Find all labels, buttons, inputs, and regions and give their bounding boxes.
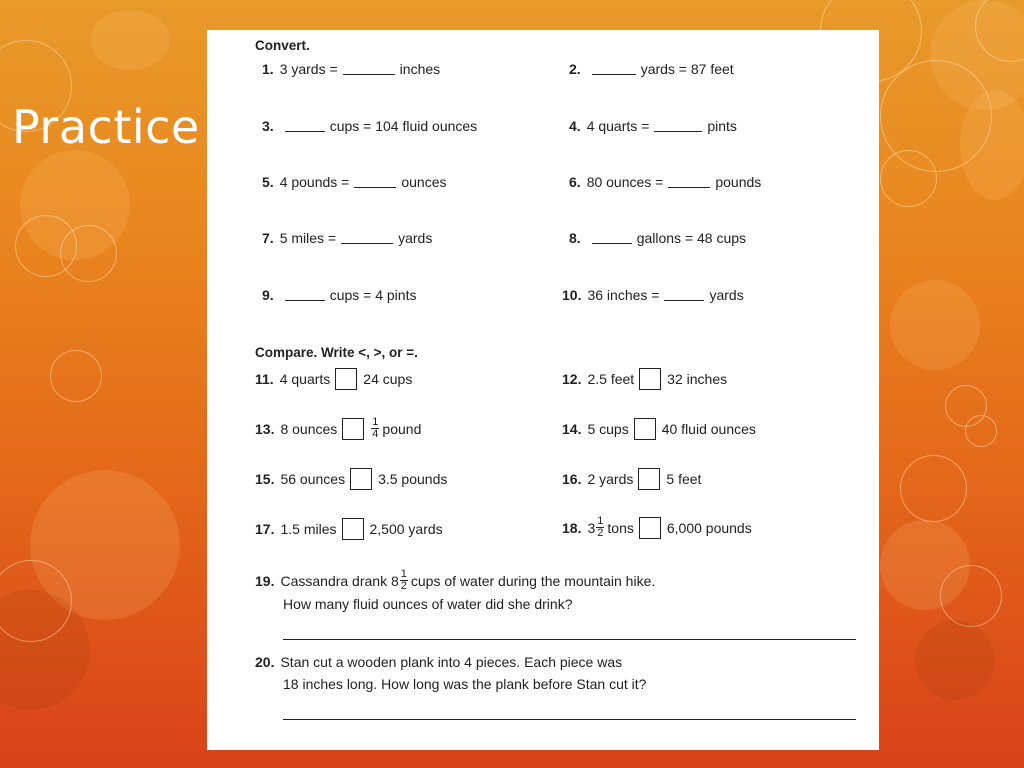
bokeh-circle (60, 225, 117, 282)
compare-problem-17 (255, 518, 443, 540)
fraction-numerator: 1 (372, 416, 379, 428)
problem-number: 19. (255, 572, 275, 589)
answer-box[interactable] (639, 368, 661, 390)
convert-problem-2 (569, 61, 734, 77)
bokeh-circle (880, 150, 937, 207)
answer-box[interactable] (350, 468, 372, 490)
problem-number: 7. (262, 230, 274, 246)
answer-blank[interactable] (668, 187, 710, 188)
problem-text: 2,500 yards (369, 521, 443, 537)
problem-text: Cassandra drank 8 (280, 572, 399, 589)
problem-text: 2.5 feet (587, 371, 635, 387)
problem-number: 2. (569, 61, 581, 77)
convert-problem-1 (262, 61, 440, 77)
slide-title: Practice (12, 100, 200, 154)
compare-heading: Compare. Write <, >, or =. (255, 345, 418, 360)
problem-text: 3.5 pounds (378, 471, 448, 487)
problem-text: 2 yards (587, 471, 634, 487)
problem-number: 15. (255, 471, 275, 487)
convert-problem-5 (262, 174, 447, 190)
problem-number: 12. (562, 371, 582, 387)
convert-heading: Convert. (255, 38, 310, 53)
bokeh-circle (945, 385, 987, 427)
fraction (371, 417, 379, 440)
problem-number: 1. (262, 61, 274, 77)
problem-text: 36 inches = (587, 287, 660, 303)
compare-problem-15 (255, 468, 447, 490)
convert-problem-10 (562, 287, 744, 303)
compare-problem-13 (255, 417, 421, 440)
answer-line-20[interactable] (283, 719, 856, 720)
bokeh-circle (90, 10, 170, 70)
bokeh-circle (0, 560, 72, 642)
problem-number: 13. (255, 420, 275, 437)
convert-problem-8 (569, 230, 746, 246)
problem-text: 4 quarts = (586, 118, 650, 134)
problem-text: ounces (401, 174, 447, 190)
answer-box[interactable] (342, 518, 364, 540)
convert-problem-4 (569, 118, 737, 134)
word-problem-20-line2: 18 inches long. How long was the plank before Stan cut it? (283, 676, 647, 692)
word-problem-20 (255, 654, 622, 670)
problem-text: 5 miles = (279, 230, 337, 246)
bokeh-circle (0, 590, 90, 710)
compare-problem-16 (562, 468, 701, 490)
bokeh-circle (960, 90, 1024, 200)
answer-blank[interactable] (654, 131, 702, 132)
problem-text: 6,000 pounds (666, 519, 752, 536)
bokeh-circle (900, 455, 967, 522)
compare-problem-12 (562, 368, 727, 390)
problem-number: 14. (562, 421, 582, 437)
convert-problem-6 (569, 174, 761, 190)
problem-text: pints (707, 118, 737, 134)
problem-text: 1.5 miles (280, 521, 337, 537)
compare-problem-18 (562, 516, 752, 539)
bokeh-circle (50, 350, 102, 402)
word-problem-19-line2: How many fluid ounces of water did she drink? (283, 596, 573, 612)
convert-problem-7 (262, 230, 432, 246)
problem-text: pounds (715, 174, 762, 190)
problem-text: 3 (587, 519, 596, 536)
bokeh-circle (890, 280, 980, 370)
problem-text: 8 ounces (280, 420, 338, 437)
problem-number: 18. (562, 519, 582, 536)
problem-number: 8. (569, 230, 581, 246)
bokeh-circle (880, 60, 992, 172)
worksheet (207, 30, 879, 750)
bokeh-circle (965, 415, 997, 447)
problem-number: 16. (562, 471, 582, 487)
answer-blank[interactable] (343, 74, 395, 75)
problem-text: yards (398, 230, 433, 246)
problem-text: 24 cups (363, 371, 413, 387)
answer-box[interactable] (638, 468, 660, 490)
fraction (400, 569, 408, 592)
answer-blank[interactable] (285, 131, 325, 132)
problem-text: cups = 4 pints (329, 287, 417, 303)
bokeh-circle (20, 150, 130, 260)
answer-blank[interactable] (592, 243, 632, 244)
bokeh-circle (930, 0, 1024, 110)
problem-text: 32 inches (667, 371, 728, 387)
problem-text: 3 yards = (279, 61, 338, 77)
convert-problem-3 (262, 118, 477, 134)
problem-text: gallons = 48 cups (636, 230, 747, 246)
problem-number: 11. (255, 371, 274, 387)
problem-text: yards (709, 287, 744, 303)
bokeh-circle (915, 620, 995, 700)
answer-box[interactable] (634, 418, 656, 440)
answer-blank[interactable] (341, 243, 393, 244)
answer-blank[interactable] (285, 300, 325, 301)
problem-number: 20. (255, 654, 275, 670)
word-problem-19 (255, 569, 655, 592)
bokeh-circle (15, 215, 77, 277)
bokeh-circle (880, 520, 970, 610)
problem-number: 10. (562, 287, 582, 303)
problem-text: 56 ounces (280, 471, 346, 487)
bokeh-circle (975, 0, 1024, 62)
problem-number: 3. (262, 118, 274, 134)
bokeh-circle (940, 565, 1002, 627)
problem-text: tons (607, 519, 634, 536)
problem-number: 6. (569, 174, 581, 190)
fraction-numerator: 1 (400, 568, 407, 580)
answer-box[interactable] (639, 517, 661, 539)
compare-problem-11 (255, 368, 412, 390)
problem-text: inches (399, 61, 441, 77)
problem-text: pound (382, 420, 422, 437)
problem-text: yards = 87 feet (640, 61, 734, 77)
fraction-denominator: 4 (372, 428, 379, 440)
bokeh-circle (30, 470, 180, 620)
fraction-numerator: 1 (597, 515, 604, 527)
problem-text: 4 quarts (279, 371, 331, 387)
answer-blank[interactable] (592, 74, 636, 75)
problem-text: cups = 104 fluid ounces (329, 118, 478, 134)
answer-blank[interactable] (354, 187, 396, 188)
problem-number: 4. (569, 118, 581, 134)
problem-text: 5 cups (587, 421, 629, 437)
answer-box[interactable] (335, 368, 357, 390)
fraction-denominator: 2 (400, 580, 407, 592)
answer-blank[interactable] (664, 300, 704, 301)
problem-number: 9. (262, 287, 274, 303)
fraction (596, 516, 604, 539)
problem-text: 5 feet (666, 471, 702, 487)
compare-problem-14 (562, 418, 756, 440)
convert-problem-9 (262, 287, 416, 303)
problem-text: Stan cut a wooden plank into 4 pieces. Each piece was (280, 654, 623, 670)
problem-number: 17. (255, 521, 275, 537)
problem-text: cups of water during the mountain hike. (410, 572, 656, 589)
fraction-denominator: 2 (597, 527, 604, 539)
answer-line-19[interactable] (283, 639, 856, 640)
problem-text: 40 fluid ounces (661, 421, 756, 437)
answer-box[interactable] (342, 418, 364, 440)
problem-number: 5. (262, 174, 274, 190)
problem-text: 80 ounces = (586, 174, 664, 190)
problem-text: 4 pounds = (279, 174, 350, 190)
